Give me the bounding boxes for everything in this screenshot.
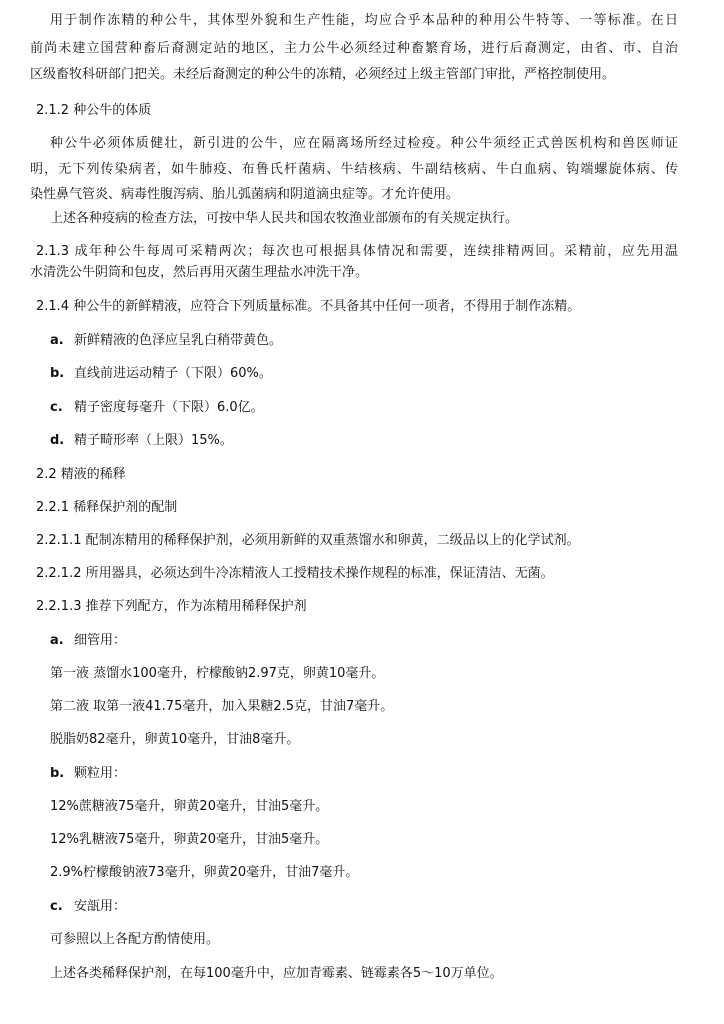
paragraph-line: 2.2.1.3 推荐下列配方，作为冻精用稀释保护剂 [36, 599, 307, 614]
list-marker: a. [50, 633, 64, 648]
list-marker: d. [50, 433, 65, 448]
section-heading-2-2-1: 2.2.1 稀释保护剂的配制 [36, 500, 178, 515]
list-marker: c. [50, 400, 63, 415]
paragraph-line: 2.2.1.2 所用器具，必须达到牛冷冻精液人工授精技术操作规程的标准，保证清洁、无菌。 [36, 566, 554, 581]
section-heading-2-1-2: 2.1.2 种公牛的体质 [36, 103, 152, 118]
list-item: 新鲜精液的色泽应呈乳白稍带黄色。 [74, 333, 283, 348]
list-marker: a. [50, 333, 64, 348]
list-marker: c. [50, 899, 63, 914]
paragraph-line: 上述各种疫病的检查方法，可按中华人民共和国农牧渔业部颁布的有关规定执行。 [50, 211, 519, 226]
list-marker: b. [50, 366, 65, 381]
paragraph-line: 上述各类稀释保护剂，在每100毫升中，应加青霉素、链霉素各5～10万单位。 [50, 966, 503, 981]
list-item: 精子畸形率（上限）15%。 [74, 433, 233, 448]
formula-line: 第一液 蒸馏水100毫升，柠檬酸钠2.97克，卵黄10毫升。 [50, 666, 385, 681]
sub-heading: 安瓿用： [74, 899, 127, 914]
paragraph-line: 2.2.1.1 配制冻精用的稀释保护剂，必须用新鲜的双重蒸馏水和卵黄，二级品以上的化学试剂。 [36, 533, 580, 548]
formula-line: 12%乳糖液75毫升，卵黄20毫升，甘油5毫升。 [50, 832, 329, 847]
paragraph-line: 明，无下列传染病者，如牛肺疫、布鲁氏杆菌病、牛结核病、牛副结核病、牛白血病、钩端螺旋体病、传 [30, 162, 678, 177]
paragraph-line: 种公牛必须体质健壮，新引进的公牛，应在隔离场所经过检疫。种公牛须经正式兽医机构和兽医师证 [50, 136, 678, 151]
formula-line: 脱脂奶82毫升，卵黄10毫升，甘油8毫升。 [50, 732, 300, 747]
formula-line: 12%蔗糖液75毫升，卵黄20毫升，甘油5毫升。 [50, 799, 329, 814]
paragraph-line: 2.1.4 种公牛的新鲜精液，应符合下列质量标准。不具备其中任何一项者，不得用于制作冻精。 [36, 299, 581, 314]
sub-heading: 细管用： [74, 633, 127, 648]
list-item: 精子密度每毫升（下限）6.0亿。 [74, 400, 264, 415]
paragraph-line: 2.1.3 成年种公牛每周可采精两次；每次也可根据具体情况和需要，连续排精两回。采精前，应先用温 [36, 244, 678, 259]
list-item: 直线前进运动精子（下限）60%。 [74, 366, 272, 381]
formula-line: 第二液 取第一液41.75毫升，加入果糖2.5克，甘油7毫升。 [50, 699, 394, 714]
paragraph-line: 用于制作冻精的种公牛，其体型外貌和生产性能，均应合乎本品种的种用公牛特等、一等标准。在日 [50, 13, 678, 28]
paragraph-line: 区级畜牧科研部门把关。未经后裔测定的种公牛的冻精，必须经过上级主管部门审批，严格控制使用。 [30, 67, 616, 82]
paragraph-line: 染性鼻气管炎、病毒性腹泻病、胎儿弧菌病和阴道滴虫症等。才允许使用。 [30, 187, 460, 202]
sub-heading: 颗粒用： [74, 766, 127, 781]
section-heading-2-2: 2.2 精液的稀释 [36, 467, 126, 482]
paragraph-line: 可参照以上各配方酌情使用。 [50, 932, 220, 947]
paragraph-line: 水清洗公牛阴筒和包皮，然后再用灭菌生理盐水冲洗干净。 [30, 265, 369, 280]
formula-line: 2.9%柠檬酸钠液73毫升，卵黄20毫升，甘油7毫升。 [50, 865, 359, 880]
list-marker: b. [50, 766, 65, 781]
paragraph-line: 前尚未建立国营种畜后裔测定站的地区，主力公牛必须经过种畜繁育场，进行后裔测定，由省、市、自治 [30, 41, 678, 56]
